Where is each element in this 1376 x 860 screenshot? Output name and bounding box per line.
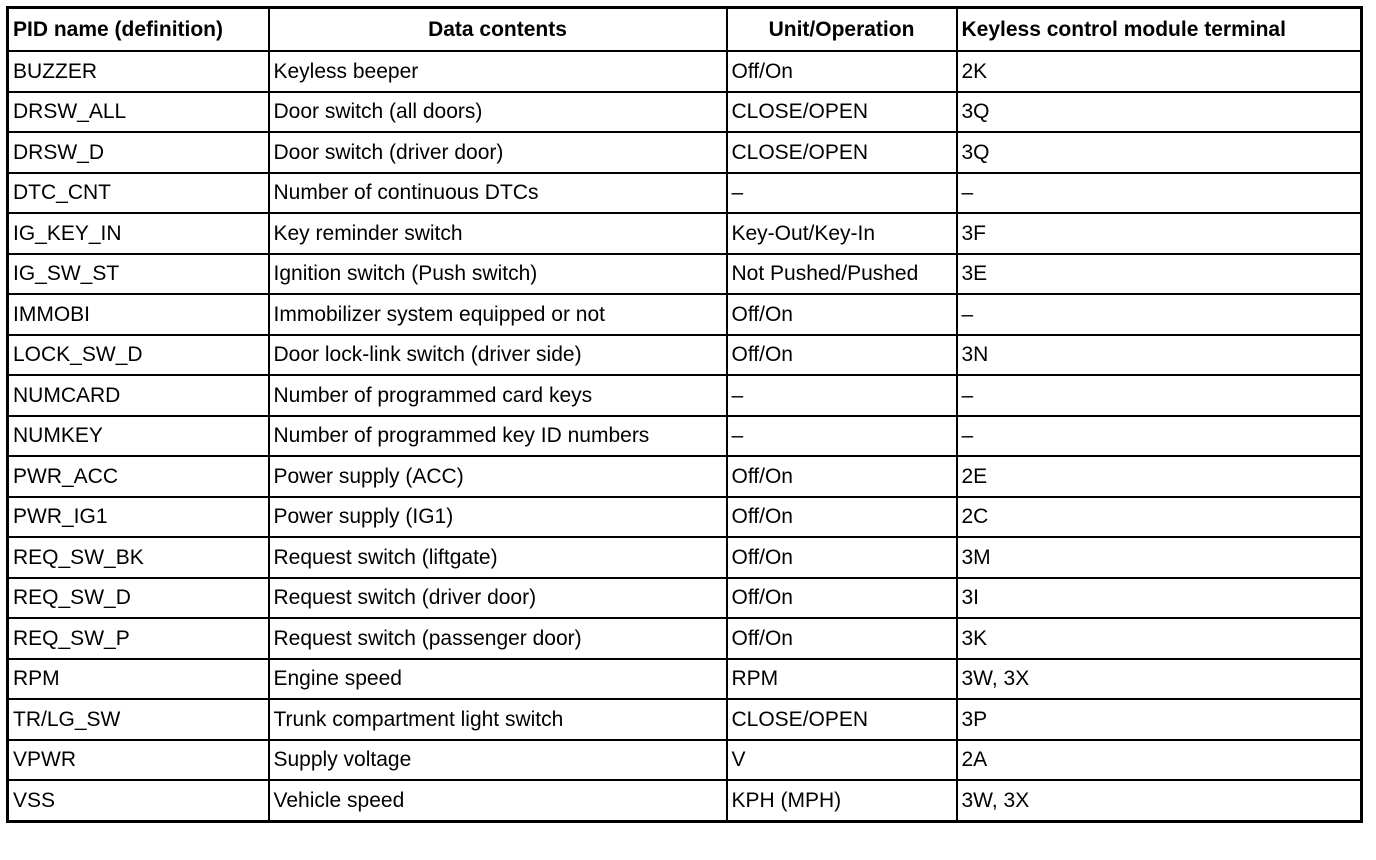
pid-cell: IG_KEY_IN — [8, 213, 269, 254]
table-row — [8, 92, 1362, 133]
pid-cell: PWR_IG1 — [8, 497, 269, 538]
table-row — [8, 51, 1362, 92]
table-row — [8, 416, 1362, 457]
pid-cell: REQ_SW_BK — [8, 537, 269, 578]
unit-cell: Off/On — [727, 294, 957, 335]
contents-cell: Immobilizer system equipped or not — [269, 294, 727, 335]
contents-cell: Number of programmed key ID numbers — [269, 416, 727, 457]
unit-cell: Off/On — [727, 578, 957, 619]
contents-cell: Power supply (IG1) — [269, 497, 727, 538]
terminal-cell: – — [957, 173, 1362, 214]
terminal-cell: 3Q — [957, 92, 1362, 133]
contents-cell: Supply voltage — [269, 740, 727, 781]
terminal-cell: – — [957, 294, 1362, 335]
table-row — [8, 173, 1362, 214]
table-row — [8, 780, 1362, 821]
header-data-contents: Data contents — [269, 8, 727, 52]
table-row — [8, 659, 1362, 700]
terminal-cell: 3I — [957, 578, 1362, 619]
contents-cell: Engine speed — [269, 659, 727, 700]
pid-table — [6, 6, 1363, 823]
contents-cell: Door switch (driver door) — [269, 132, 727, 173]
contents-cell: Request switch (driver door) — [269, 578, 727, 619]
contents-cell: Door switch (all doors) — [269, 92, 727, 133]
pid-cell: DTC_CNT — [8, 173, 269, 214]
unit-cell: Off/On — [727, 456, 957, 497]
pid-cell: TR/LG_SW — [8, 699, 269, 740]
contents-cell: Power supply (ACC) — [269, 456, 727, 497]
header-row — [8, 8, 1362, 52]
table-row — [8, 699, 1362, 740]
contents-cell: Ignition switch (Push switch) — [269, 254, 727, 295]
contents-cell: Number of programmed card keys — [269, 375, 727, 416]
pid-table-container — [6, 6, 1363, 823]
terminal-cell: 3W, 3X — [957, 659, 1362, 700]
unit-cell: RPM — [727, 659, 957, 700]
terminal-cell: 3K — [957, 618, 1362, 659]
pid-cell: NUMKEY — [8, 416, 269, 457]
table-row — [8, 294, 1362, 335]
terminal-cell: 3E — [957, 254, 1362, 295]
table-row — [8, 132, 1362, 173]
terminal-cell: 3F — [957, 213, 1362, 254]
pid-cell: BUZZER — [8, 51, 269, 92]
table-row — [8, 578, 1362, 619]
terminal-cell: 3W, 3X — [957, 780, 1362, 821]
pid-cell: LOCK_SW_D — [8, 335, 269, 376]
terminal-cell: 2E — [957, 456, 1362, 497]
unit-cell: Off/On — [727, 335, 957, 376]
table-row — [8, 740, 1362, 781]
contents-cell: Door lock-link switch (driver side) — [269, 335, 727, 376]
table-body — [8, 51, 1362, 821]
pid-cell: REQ_SW_D — [8, 578, 269, 619]
pid-cell: NUMCARD — [8, 375, 269, 416]
contents-cell: Trunk compartment light switch — [269, 699, 727, 740]
terminal-cell: 2K — [957, 51, 1362, 92]
pid-cell: DRSW_D — [8, 132, 269, 173]
unit-cell: CLOSE/OPEN — [727, 699, 957, 740]
pid-cell: IG_SW_ST — [8, 254, 269, 295]
contents-cell: Number of continuous DTCs — [269, 173, 727, 214]
terminal-cell: – — [957, 416, 1362, 457]
unit-cell: Not Pushed/Pushed — [727, 254, 957, 295]
terminal-cell: – — [957, 375, 1362, 416]
terminal-cell: 3N — [957, 335, 1362, 376]
table-row — [8, 537, 1362, 578]
header-terminal: Keyless control module terminal — [957, 8, 1362, 52]
terminal-cell: 3P — [957, 699, 1362, 740]
table-row — [8, 335, 1362, 376]
unit-cell: – — [727, 416, 957, 457]
terminal-cell: 2A — [957, 740, 1362, 781]
pid-cell: DRSW_ALL — [8, 92, 269, 133]
unit-cell: Off/On — [727, 537, 957, 578]
pid-cell: IMMOBI — [8, 294, 269, 335]
terminal-cell: 2C — [957, 497, 1362, 538]
unit-cell: – — [727, 375, 957, 416]
header-pid-name: PID name (definition) — [8, 8, 269, 52]
contents-cell: Keyless beeper — [269, 51, 727, 92]
table-row — [8, 213, 1362, 254]
unit-cell: CLOSE/OPEN — [727, 92, 957, 133]
unit-cell: Off/On — [727, 618, 957, 659]
contents-cell: Request switch (liftgate) — [269, 537, 727, 578]
terminal-cell: 3M — [957, 537, 1362, 578]
unit-cell: – — [727, 173, 957, 214]
contents-cell: Key reminder switch — [269, 213, 727, 254]
pid-cell: PWR_ACC — [8, 456, 269, 497]
unit-cell: Off/On — [727, 51, 957, 92]
pid-cell: RPM — [8, 659, 269, 700]
pid-cell: VPWR — [8, 740, 269, 781]
table-header — [8, 8, 1362, 52]
table-row — [8, 618, 1362, 659]
contents-cell: Request switch (passenger door) — [269, 618, 727, 659]
unit-cell: Key-Out/Key-In — [727, 213, 957, 254]
unit-cell: KPH (MPH) — [727, 780, 957, 821]
pid-cell: REQ_SW_P — [8, 618, 269, 659]
table-row — [8, 254, 1362, 295]
unit-cell: Off/On — [727, 497, 957, 538]
terminal-cell: 3Q — [957, 132, 1362, 173]
table-row — [8, 456, 1362, 497]
contents-cell: Vehicle speed — [269, 780, 727, 821]
table-row — [8, 375, 1362, 416]
pid-cell: VSS — [8, 780, 269, 821]
unit-cell: V — [727, 740, 957, 781]
unit-cell: CLOSE/OPEN — [727, 132, 957, 173]
table-row — [8, 497, 1362, 538]
header-unit-operation: Unit/Operation — [727, 8, 957, 52]
